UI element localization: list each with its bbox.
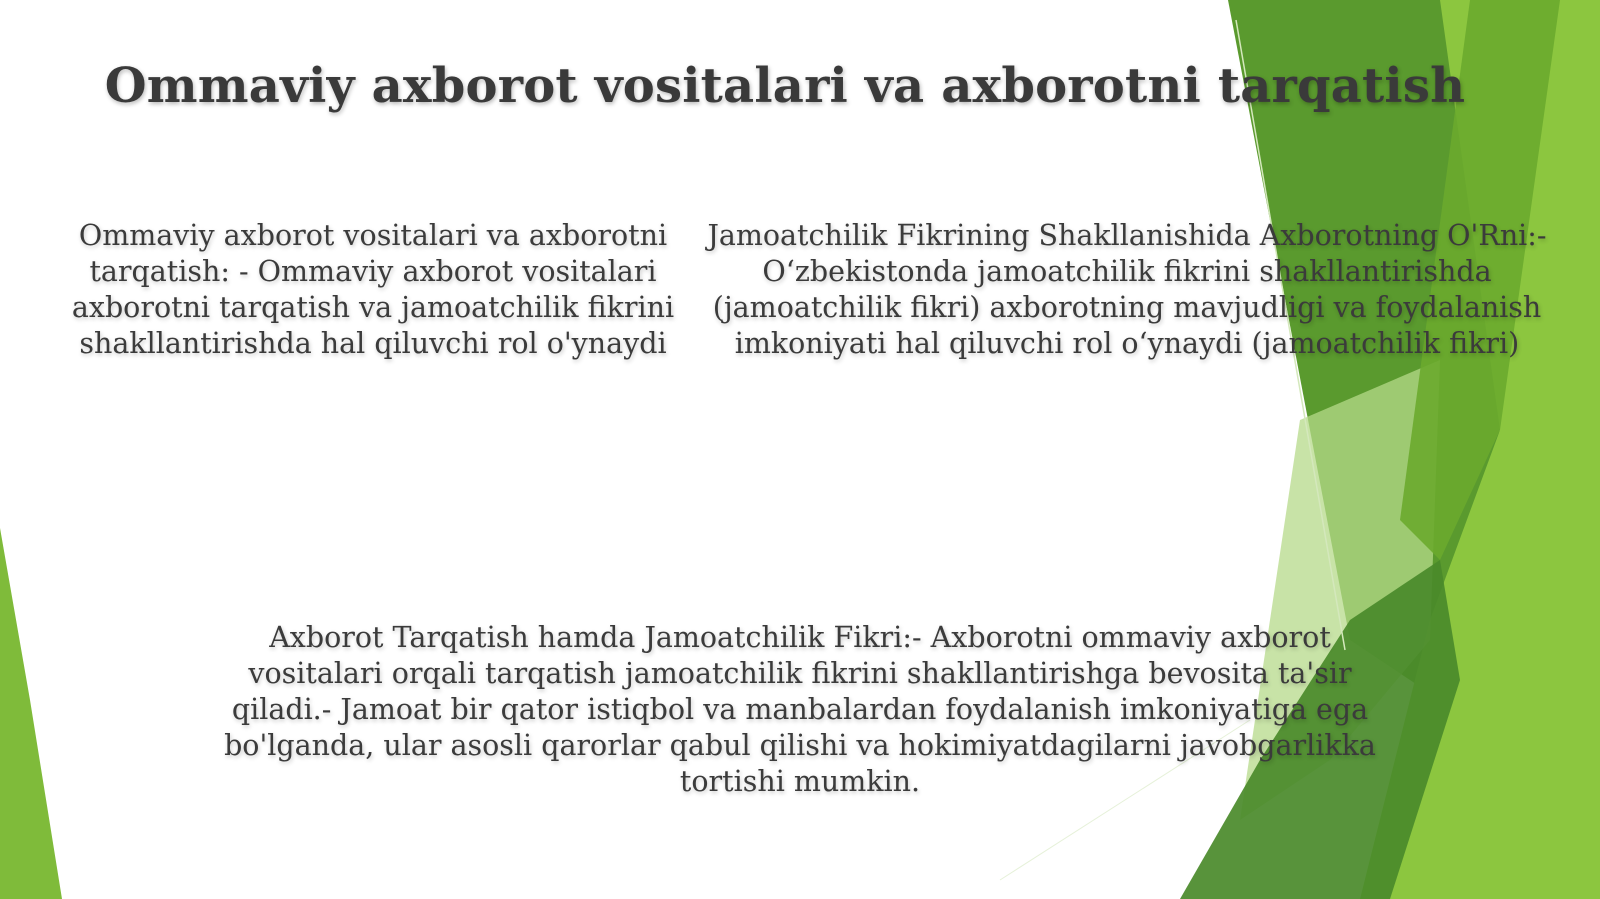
left-paragraph: Ommaviy axborot vositalari va axborotni tarqatish: - Ommaviy axborot vositalari axborotni tarqatish va jamoatchilik fikrini shakllantirishda hal qiluvchi rol o'ynaydi [71, 219, 675, 360]
slide-title: Ommaviy axborot vositalari va axborotni tarqatish [104, 58, 1466, 114]
right-paragraph: Jamoatchilik Fikrining Shakllanishida Axborotning O'Rni:- O‘zbekistonda jamoatchilik fikrini shakllantirishda (jamoatchilik fikri) axborotning mavjudligi va foydalanish imkoniyati hal qiluvchi rol o‘ynaydi (jamoatchilik fikri) [707, 219, 1547, 360]
left-green-wedge [0, 528, 62, 899]
bottom-paragraph: Axborot Tarqatish hamda Jamoatchilik Fikri:- Axborotni ommaviy axborot vositalari orqali tarqatish jamoatchilik fikrini shakllantirishga bevosita ta'sir qiladi.- Jamoat bir qator istiqbol va manbalardan foydalanish imkoniyatiga ega bo'lganda, ular asosli qarorlar qabul qilishi va hokimiyatdagilarni javobgarlikka tortishi mumkin. [224, 621, 1376, 798]
